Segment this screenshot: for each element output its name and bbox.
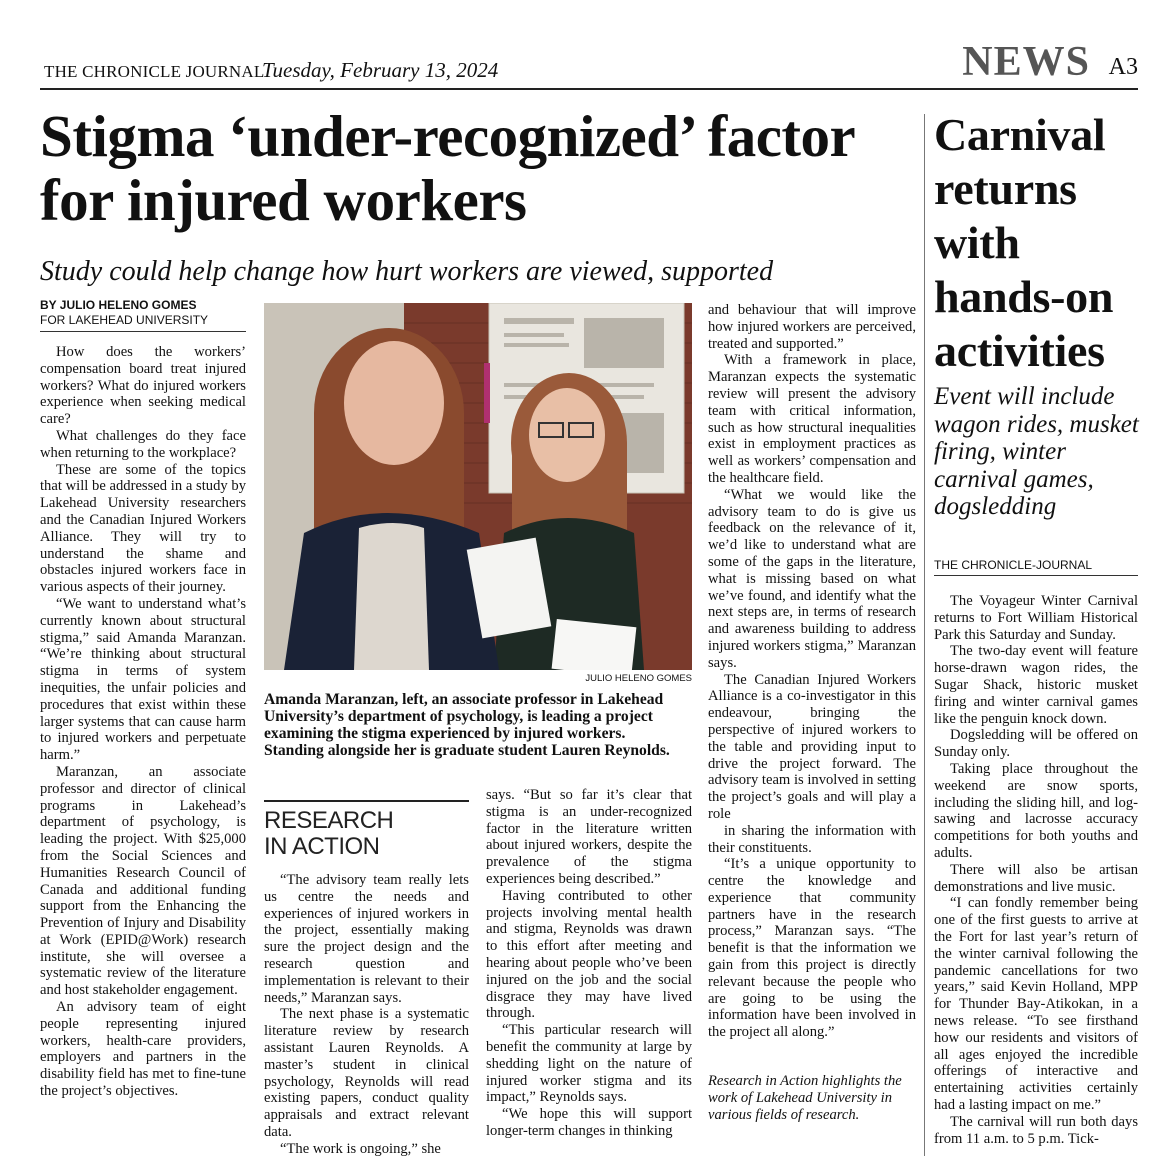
paragraph: “The advisory team really lets us centre the needs and experiences of injured workers in the project, essentially making sure the project design and the research question and implementation is relevant to their needs,” Maranzan says. (264, 872, 469, 1006)
main-byline (40, 297, 246, 332)
paragraph: “It’s a unique opportunity to centre the knowledge and experience that community partners have in the research process,” Maranzan says. “The benefit is that the information we gain from this project is directly relevant because the people who are going to be using the information have been involved in the project all along.” (708, 856, 916, 1041)
side-deck: Event will include wagon rides, musket firing, winter carnival games, dogsledding (934, 383, 1139, 520)
paragraph: Dogsledding will be offered on Sunday only. (934, 727, 1138, 761)
paragraph: The Voyageur Winter Carnival returns to Fort William Historical Park this Saturday and Sunday. (934, 593, 1138, 643)
main-headline: Stigma ‘under-recognized’ factor for injured workers (40, 103, 855, 233)
paragraph: “This particular research will benefit the community at large by shedding light on the nature of injured worker stigma and its impact,” Reynolds says. (486, 1022, 692, 1106)
paragraph: “We want to understand what’s currently known about structural stigma,” said Amanda Maranzan. “We’re thinking about structural stigma in terms of system inequities, the unfair policies and procedures that exist within these larger systems that can cause harm to injured workers and perpetuate harm.” (40, 595, 246, 764)
side-byline: THE CHRONICLE-JOURNAL (934, 558, 1138, 576)
article-column-4 (708, 302, 916, 1041)
paragraph: How does the workers’ compensation board treat injured workers? What do injured workers experience when seeking medical care? (40, 344, 246, 428)
article-column-3 (486, 787, 692, 1140)
research-box-title-line1: RESEARCH (264, 807, 394, 834)
paragraph: These are some of the topics that will be addressed in a study by Lakehead University researchers and the Canadian Injured Workers Alliance. They will try to understand the shame and obstacles injured workers face in various aspects of their journey. (40, 461, 246, 596)
paragraph: The two-day event will feature horse-drawn wagon rides, the Sugar Shack, historic musket firing and winter carnival games like the penguin knock down. (934, 643, 1138, 727)
paragraph: The next phase is a systematic literature review by research assistant Lauren Reynolds. A master’s student in clinical psychology, Reynolds will read existing papers, conduct quality appraisals and extract relevant data. (264, 1006, 469, 1140)
masthead (40, 38, 1138, 90)
paragraph: Taking place throughout the weekend are snow sports, including the sliding hill, and log-sawing and lacrosse accuracy competitions for both youths and adults. (934, 760, 1138, 861)
paragraph: “We hope this will support longer-term changes in thinking (486, 1106, 692, 1139)
paragraph: and behaviour that will improve how injured workers are perceived, treated and supported.” (708, 302, 916, 352)
side-article-body (934, 593, 1138, 1147)
side-headline: Carnival returns with hands-on activities (934, 109, 1114, 376)
paragraph: “What we would like the advisory team to do is give us feedback on the relevance of it, we’d like to understand what are some of the gaps in the literature, what is missing based on what we’ve found, and identify what the next steps are, in terms of research and awareness building to address injured workers stigma,” Maranzan says. (708, 486, 916, 671)
photo-credit: JULIO HELENO GOMES (585, 673, 692, 684)
research-in-action-label (264, 800, 469, 860)
paragraph: There will also be artisan demonstrations and live music. (934, 861, 1138, 895)
research-box-title-line2: IN ACTION (264, 833, 380, 860)
main-subhead: Study could help change how hurt workers are viewed, supported (40, 256, 774, 287)
photo-illustration (264, 303, 692, 670)
paragraph: “I can fondly remember being one of the first guests to arrive at the Fort for last year’s return of the winter carnival following the pandemic cancellations for two years,” said Kevin Holland, MPP for Thunder Bay-Atikokan, in a news release. “To see firsthand how our residents and visitors of all ages enjoyed the incredible offerings of interactive and entertaining activities certainly had a lasting impact on me.” (934, 895, 1138, 1113)
article-photo (264, 303, 692, 670)
column-divider (924, 114, 925, 1156)
byline-affiliation: FOR LAKEHEAD UNIVERSITY (40, 313, 209, 327)
paragraph: The Canadian Injured Workers Alliance is a co-investigator in this endeavour, bringing the perspective of injured workers to the table and providing input to drive the project forward. The advisory team is involved in setting the project’s goals and will play a role (708, 671, 916, 822)
paragraph: in sharing the information with their constituents. (708, 822, 916, 856)
paragraph: What challenges do they face when returning to the workplace? (40, 427, 246, 461)
paragraph: says. “But so far it’s clear that stigma is an under-recognized factor in the literature written about injured workers, despite the prevalence of the stigma experiences being described.” (486, 787, 692, 887)
paragraph: “The work is ongoing,” she (280, 1140, 441, 1156)
issue-date: Tuesday, February 13, 2024 (262, 58, 499, 82)
article-column-1 (40, 344, 246, 1100)
article-column-2 (264, 872, 469, 1156)
publication-name: THE CHRONICLE JOURNAL (44, 62, 265, 81)
paragraph: Maranzan, an associate professor and director of clinical programs in Lakehead’s department of psychology, is leading the project. With $25,000 from the Social Sciences and Humanities Research Council of Canada and additional funding support from the Enhancing the Prevention of Injury and Disability at Work (EPID@Work) research institute, she will oversee a systematic review of the literature and host stakeholder engagement. (40, 763, 246, 999)
photo-caption: Amanda Maranzan, left, an associate professor in Lakehead University’s department of psychology, is leading a project examining the stigma experienced by injured workers. Standing alongside her is graduate student Lauren Reynolds. (264, 691, 670, 759)
page-number: A3 (1108, 54, 1138, 80)
paragraph: An advisory team of eight people representing injured workers, health-care providers, employers and partners in the disability field has met to fine-tune the project’s objectives. (40, 999, 246, 1100)
paragraph: The carnival will run both days from 11 a.m. to 5 p.m. Tick- (934, 1113, 1138, 1147)
paragraph: With a framework in place, Maranzan expects the systematic review will present the advisory team with critical information, such as how structural inequalities exist in employment practices as well as workers’ compensation and the healthcare field. (708, 352, 916, 486)
series-tagline: Research in Action highlights the work of Lakehead University in various fields of research. (708, 1073, 902, 1123)
paragraph: Having contributed to other projects involving mental health and stigma, Reynolds was drawn to this effort after meeting and hearing about people who’ve been injured on the job and the social disgrace they may have lived through. (486, 887, 692, 1022)
section-name: NEWS (962, 39, 1090, 85)
byline-name: BY JULIO HELENO GOMES (40, 298, 197, 312)
